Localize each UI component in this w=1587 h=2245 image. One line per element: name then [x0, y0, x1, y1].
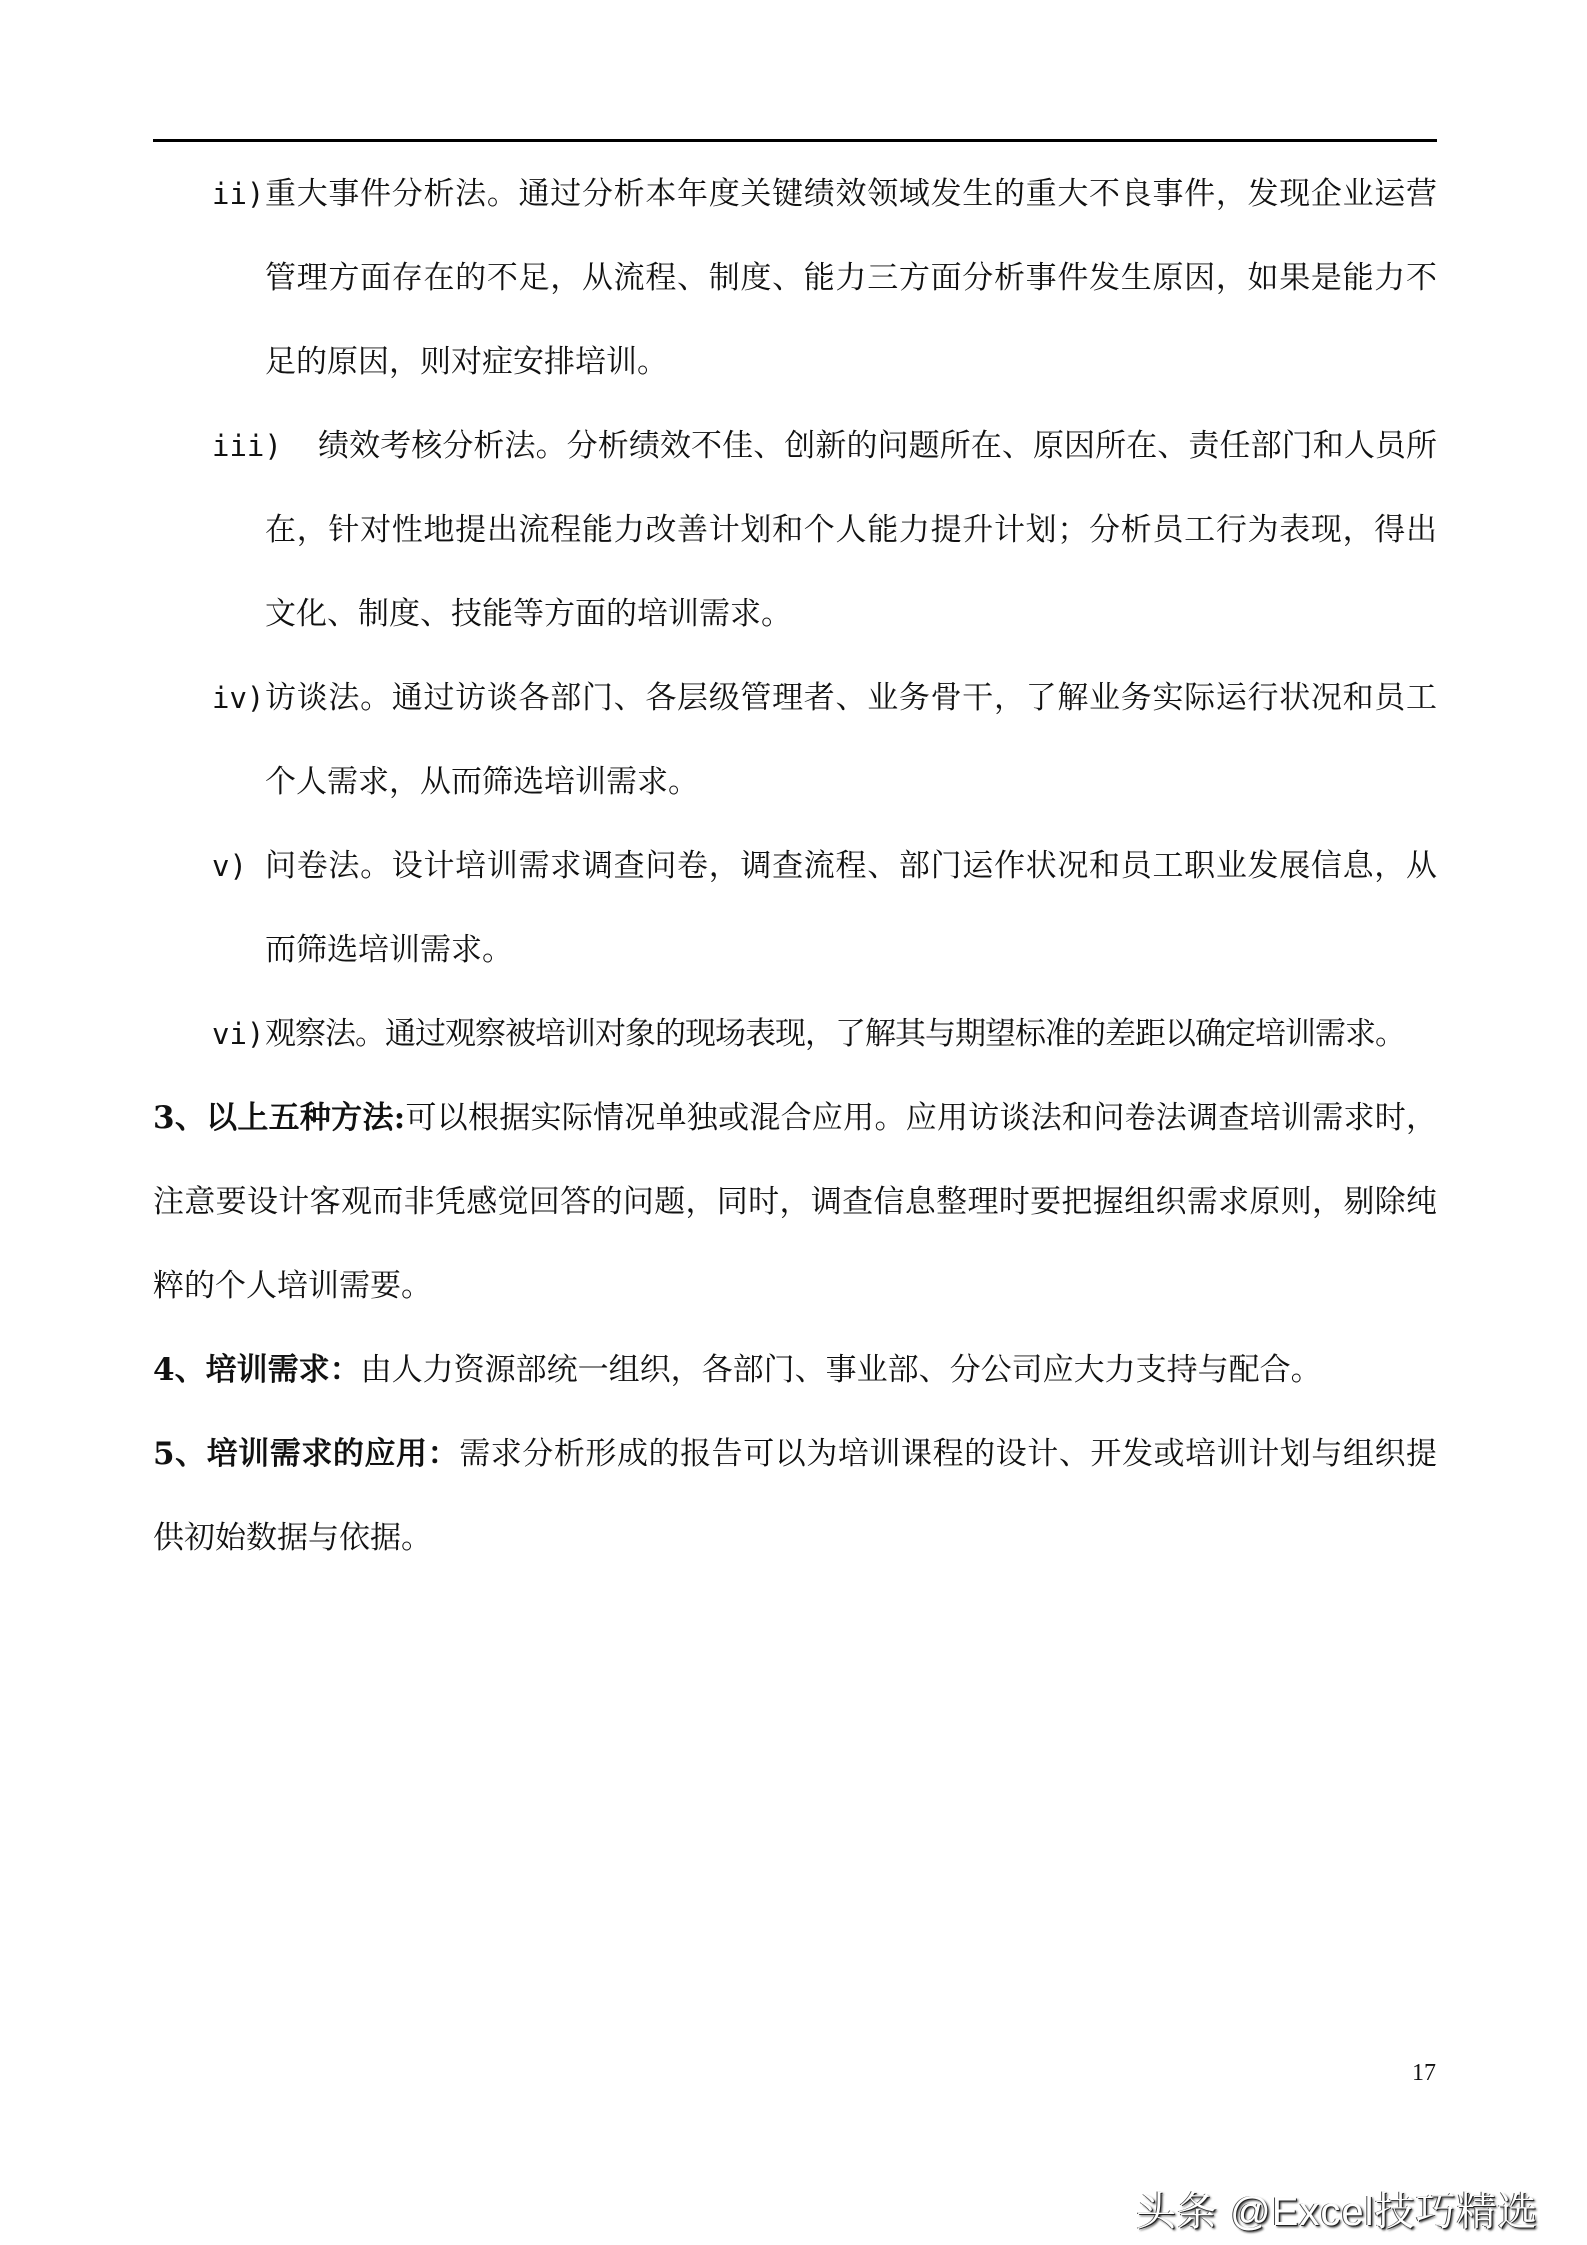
list-text: 重大事件分析法。通过分析本年度关键绩效领域发生的重大不良事件，发现企业运营管理方面存在的不足，从流程、制度、能力三方面分析事件发生原因，如果是能力不足的原因，则对症安排培训。 [265, 176, 1437, 380]
section-separator: : [393, 1100, 406, 1136]
list-label: v) [212, 849, 247, 883]
list-text: 绩效考核分析法。分析绩效不佳、创新的问题所在、原因所在、责任部门和人员所在，针对性地提出流程能力改善计划和个人能力提升计划；分析员工行为表现，得出文化、制度、技能等方面的培训需求。 [265, 428, 1437, 632]
section-heading: 3、以上五种方法 [153, 1100, 394, 1136]
list-text: 问卷法。设计培训需求调查问卷，调查流程、部门运作状况和员工职业发展信息，从而筛选培训需求。 [265, 848, 1437, 968]
section-5 [153, 1412, 1437, 1580]
page-number: 17 [1412, 2060, 1436, 2086]
list-item-vi [153, 992, 1437, 1076]
section-4 [153, 1328, 1437, 1412]
list-item-v [153, 824, 1437, 992]
header-rule [153, 139, 1437, 142]
document-body [153, 152, 1437, 1580]
list-text: 观察法。通过观察被培训对象的现场表现，了解其与期望标准的差距以确定培训需求。 [265, 1016, 1405, 1052]
section-text: 需求分析形成的报告可以为培训课程的设计、开发或培训计划与组织提供初始数据与依据。 [153, 1436, 1438, 1556]
section-separator: ： [329, 1352, 361, 1388]
list-text: 访谈法。通过访谈各部门、各层级管理者、业务骨干，了解业务实际运行状况和员工个人需求，从而筛选培训需求。 [265, 680, 1437, 800]
section-text: 可以根据实际情况单独或混合应用。应用访谈法和问卷法调查培训需求时，注意要设计客观而非凭感觉回答的问题，同时，调查信息整理时要把握组织需求原则，剔除纯粹的个人培训需要。 [153, 1100, 1437, 1304]
list-item-ii [153, 152, 1437, 404]
list-item-iii [153, 404, 1437, 656]
list-item-iv [153, 656, 1437, 824]
list-label: iv) [212, 681, 265, 715]
list-label: iii) [212, 429, 282, 463]
section-3 [153, 1076, 1437, 1328]
section-heading: 5、培训需求的应用 [153, 1436, 428, 1472]
section-separator: ： [427, 1436, 460, 1472]
section-heading: 4、培训需求 [153, 1352, 330, 1388]
list-label: vi) [212, 1017, 265, 1051]
section-text: 由人力资源部统一组织，各部门、事业部、分公司应大力支持与配合。 [360, 1352, 1322, 1388]
list-label: ii) [212, 177, 265, 211]
watermark: 头条 @Excel技巧精选 [1136, 2190, 1539, 2234]
